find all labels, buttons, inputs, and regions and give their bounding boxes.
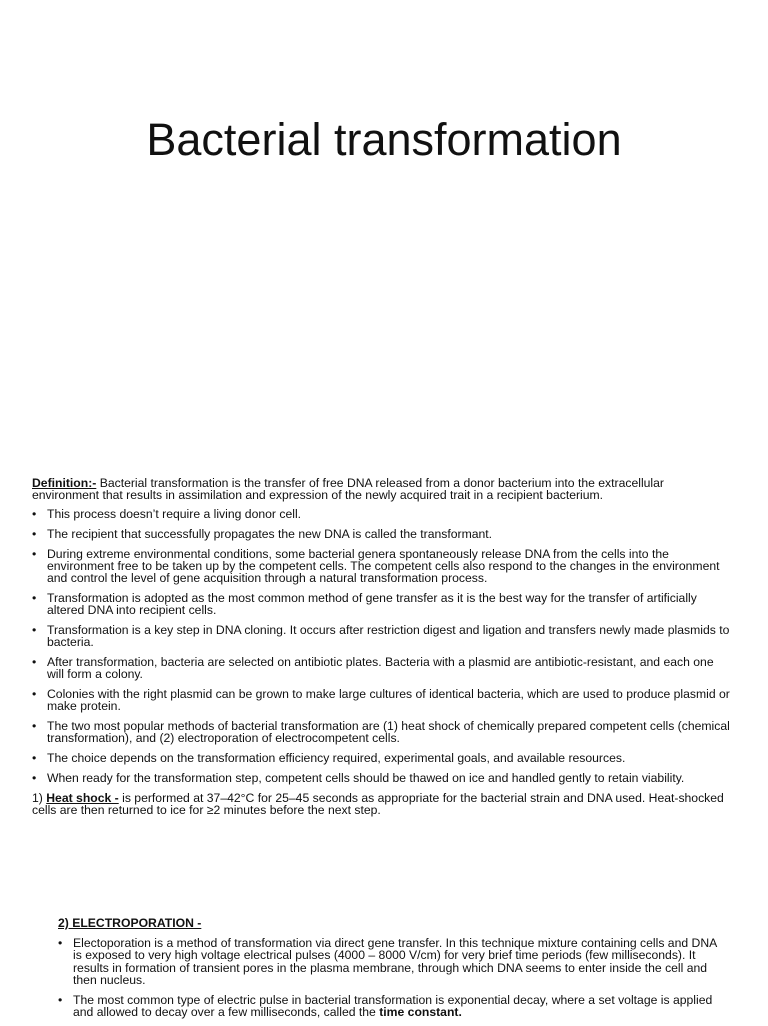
definition-paragraph <box>32 477 732 501</box>
bullet-list <box>32 508 732 784</box>
electroporation-list <box>58 937 718 1018</box>
bullet-icon: • <box>32 507 37 522</box>
list-item <box>32 508 732 520</box>
heat-shock-number: 1) <box>32 790 47 805</box>
list-item-text: The recipient that successfully propagates the new DNA is called the transformant. <box>47 527 493 542</box>
list-item-text: Colonies with the right plasmid can be grown to make large cultures of identical bacteria, which are used to produce plasmid or make protein. <box>47 687 730 714</box>
slide-title: Bacterial transformation <box>146 114 622 165</box>
heat-shock-label: Heat shock - <box>46 790 119 805</box>
list-item <box>32 528 732 540</box>
list-item-text: Electoporation is a method of transformation via direct gene transfer. In this technique mixture containing cells and DNA is exposed to very high voltage electrical pulses (4000 – 8000 V/cm) for very brief time periods (few milliseconds). It results in formation of transient pores in the plasma membrane, through which DNA seems to enter inside the cell and then nucleus. <box>73 936 717 987</box>
bullet-icon: • <box>32 547 37 561</box>
list-item <box>32 624 732 648</box>
list-item-text: Transformation is adopted as the most common method of gene transfer as it is the best way for the transfer of artificially altered DNA into recipient cells. <box>47 591 697 618</box>
list-item <box>32 752 732 764</box>
list-item <box>58 994 718 1018</box>
list-item-text: This process doesn’t require a living donor cell. <box>47 507 302 522</box>
bullet-icon: • <box>32 527 37 542</box>
heat-shock-paragraph <box>32 792 732 816</box>
list-item-text: The most common type of electric pulse in bacterial transformation is exponential decay, where a set voltage is applied and allowed to decay over a few milliseconds, called the <box>73 992 713 1019</box>
electroporation-section <box>58 917 718 1026</box>
list-item <box>32 720 732 744</box>
bullet-icon: • <box>58 936 63 951</box>
bullet-icon: • <box>58 992 63 1007</box>
list-item-text: The choice depends on the transformation efficiency required, experimental goals, and available resources. <box>47 751 626 766</box>
list-item-text: During extreme environmental conditions, some bacterial genera spontaneously release DNA from the cells into the environment free to be taken up by the competent cells. The competent cells also respond to the changes in the environment and control the level of gene acquisition through a natural transformation process. <box>47 547 720 586</box>
list-item-text: When ready for the transformation step, competent cells should be thawed on ice and handled gently to retain viability. <box>47 771 685 785</box>
list-item <box>32 656 732 680</box>
bullet-icon: • <box>32 719 37 734</box>
bullet-icon: • <box>32 655 37 670</box>
time-constant-term: time constant. <box>379 1004 462 1019</box>
slide-body <box>32 477 732 823</box>
list-item-text: The two most popular methods of bacterial transformation are (1) heat shock of chemically prepared competent cells (chemical transformation), and (2) electroporation of electrocompetent cells. <box>47 719 730 746</box>
list-item <box>58 937 718 986</box>
bullet-icon: • <box>32 623 37 638</box>
heat-shock-text: is performed at 37–42°C for 25–45 seconds as appropriate for the bacterial strain and DNA used. Heat-shocked cells are then returned to ice for ≥2 minutes before the next step. <box>32 790 724 817</box>
definition-text: Bacterial transformation is the transfer of free DNA released from a donor bacterium into the extracellular environment that results in assimilation and expression of the newly acquired trait in a recipient bacterium. <box>32 476 664 503</box>
list-item-text: Transformation is a key step in DNA cloning. It occurs after restriction digest and ligation and transfers newly made plasmids to bacteria. <box>47 623 730 650</box>
bullet-icon: • <box>32 771 37 785</box>
definition-label: Definition:- <box>32 476 97 490</box>
list-item <box>32 592 732 616</box>
electroporation-heading: 2) ELECTROPORATION - <box>58 916 202 930</box>
list-item <box>32 548 732 585</box>
bullet-icon: • <box>32 751 37 766</box>
bullet-icon: • <box>32 687 37 702</box>
list-item-text: After transformation, bacteria are selected on antibiotic plates. Bacteria with a plasmid are antibiotic-resistant, and each one will form a colony. <box>47 655 714 682</box>
list-item <box>32 688 732 712</box>
list-item <box>32 772 732 784</box>
bullet-icon: • <box>32 591 37 606</box>
